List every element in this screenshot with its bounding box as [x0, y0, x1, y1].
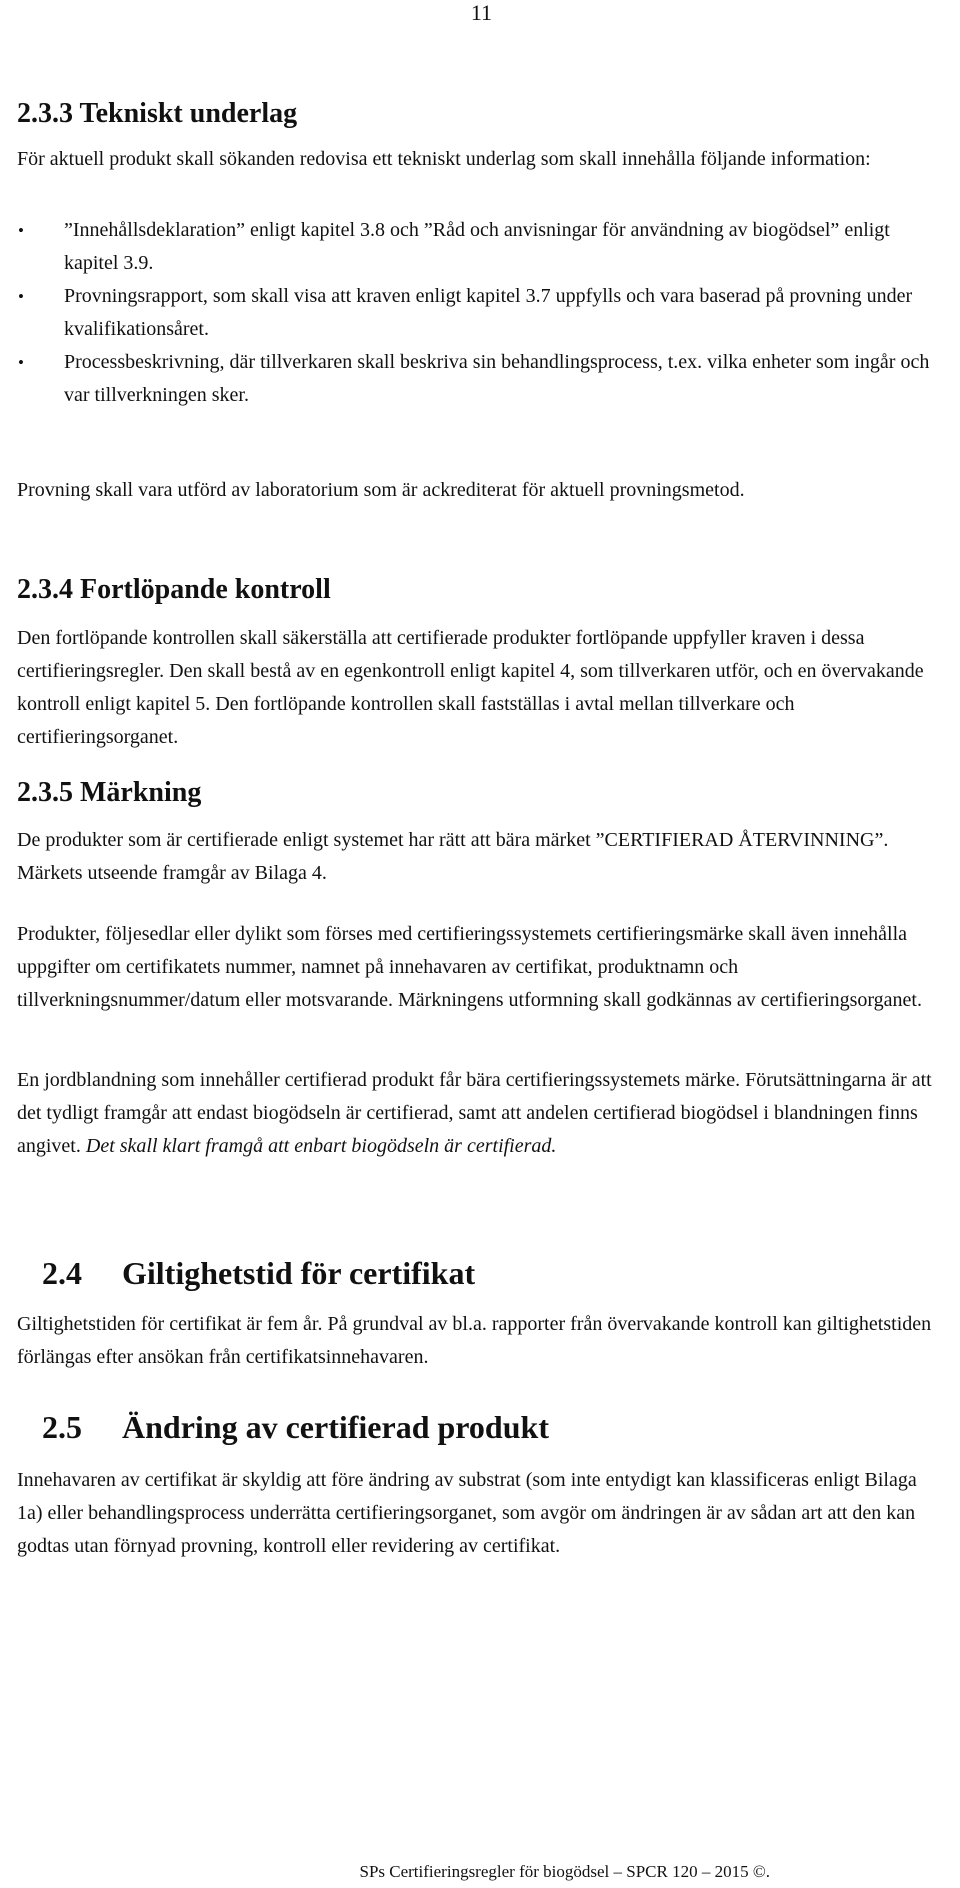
list-item-text: Provningsrapport, som skall visa att kraven enligt kapitel 3.7 uppfylls och vara baserad på provning under kvalifikationsåret.: [64, 285, 913, 340]
markning-paragraph-2: Produkter, följesedlar eller dylikt som förses med certifieringssystemets certifieringsmärke skall även innehålla uppgifter om certifikatets nummer, namnet på innehavaren av certifikat, produktnamn och tillverkningsnummer/datum eller motsvarande. Märkningens utformning skall godkännas av certifieringsorganet.: [17, 923, 922, 1011]
tekniskt-underlag-list: [17, 214, 947, 412]
section-heading-tekniskt-underlag: 2.3.3 Tekniskt underlag: [17, 98, 298, 129]
list-item-text: Processbeskrivning, där tillverkaren skall beskriva sin behandlingsprocess, t.ex. vilka enheter som ingår och var tillverkningen sker.: [64, 351, 930, 406]
markning-paragraph-3-text: En jordblandning som innehåller certifierad produkt får bära certifieringssystemets märke. Förutsättningarna är att det tydligt framgår att endast biogödseln är certifierad, samt att andelen certifierad biogödsel i blandningen finns angivet.: [17, 1069, 932, 1157]
tekniskt-underlag-intro: För aktuell produkt skall sökanden redovisa ett tekniskt underlag som skall innehålla följande information:: [17, 148, 871, 170]
fortlopande-kontroll-paragraph: Den fortlöpande kontrollen skall säkerställa att certifierade produkter fortlöpande uppfyller kraven i dessa certifieringsregler. Den skall bestå av en egenkontroll enligt kapitel 4, som tillverkaren utför, och en övervakande kontroll enligt kapitel 5. Den fortlöpande kontrollen skall fastställas i avtal mellan tillverkare och certifieringsorganet.: [17, 627, 924, 748]
section-heading-andring: [42, 1407, 549, 1447]
section-title: Ändring av certifierad produkt: [122, 1409, 549, 1445]
section-number: 2.4: [42, 1255, 82, 1291]
section-title: Giltighetstid för certifikat: [122, 1255, 476, 1291]
andring-paragraph: Innehavaren av certifikat är skyldig att före ändring av substrat (som inte entydigt kan klassificeras enligt Bilaga 1a) eller behandlingsprocess underrätta certifieringsorganet, som avgör om ändringen är av sådan art att den kan godtas utan förnyad provning, kontroll eller revidering av certifikat.: [17, 1469, 917, 1557]
markning-paragraph-3-emphasis: Det skall klart framgå att enbart biogödseln är certifierad.: [85, 1135, 557, 1157]
provning-paragraph: Provning skall vara utförd av laboratorium som är ackrediterat för aktuell provningsmetod.: [17, 479, 745, 501]
bullet-icon: •: [18, 221, 24, 240]
section-heading-markning: 2.3.5 Märkning: [17, 777, 202, 808]
list-item: [17, 280, 947, 346]
markning-paragraph-1: De produkter som är certifierade enligt systemet har rätt att bära märket ”CERTIFIERAD ÅTERVINNING”. Märkets utseende framgår av Bilaga 4.: [17, 829, 889, 884]
section-number: 2.5: [42, 1409, 82, 1445]
page-footer: SPs Certifieringsregler för biogödsel – SPCR 120 – 2015 ©.: [359, 1862, 770, 1881]
list-item: [17, 214, 947, 280]
list-item: [17, 346, 947, 412]
section-heading-fortlopande-kontroll: 2.3.4 Fortlöpande kontroll: [17, 574, 331, 605]
markning-paragraph-3: [17, 1064, 947, 1163]
list-item-text: ”Innehållsdeklaration” enligt kapitel 3.8 och ”Råd och anvisningar för användning av biogödsel” enligt kapitel 3.9.: [64, 219, 890, 274]
giltighetstid-paragraph: Giltighetstiden för certifikat är fem år. På grundval av bl.a. rapporter från övervakande kontroll kan giltighetstiden förlängas efter ansökan från certifikatsinnehavaren.: [17, 1313, 932, 1368]
section-heading-giltighetstid: [42, 1253, 475, 1293]
bullet-icon: •: [18, 287, 24, 306]
bullet-icon: •: [18, 353, 24, 372]
page-number: 11: [470, 0, 492, 25]
